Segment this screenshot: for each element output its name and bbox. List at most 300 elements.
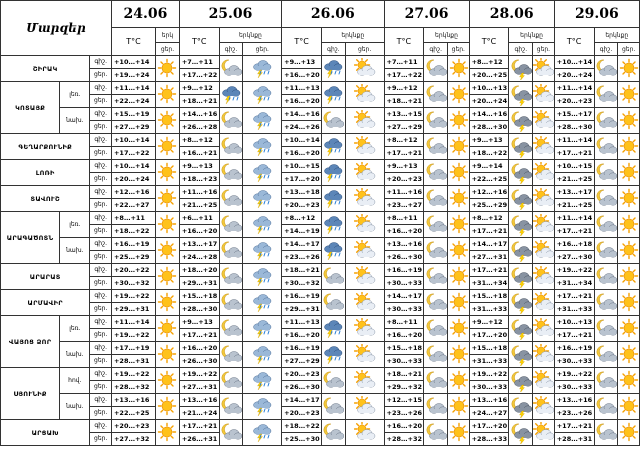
night-label: գիշ. [90,238,112,251]
day-temp: +25…+29 [469,199,509,212]
storm-rain-icon [322,212,346,238]
day-temp: +26…+30 [384,251,424,264]
cloud-thunder-icon [243,394,282,420]
sun-cloud-icon [345,264,384,290]
day-label: ցեր. [90,147,112,160]
day-temp: +17…+22 [384,69,424,82]
night-temp: +17…+21 [554,290,594,303]
sun-cloud-icon [345,212,384,238]
day-temp: +28…+33 [469,433,509,446]
day-temp: +22…+27 [111,199,155,212]
sun-cloud-icon [533,394,555,420]
cloud-thunder-icon [243,420,282,446]
sun-icon [448,160,470,186]
night-temp: +13…+16 [179,394,219,407]
day-temp: +17…+21 [554,225,594,238]
storm-rain-icon [322,134,346,160]
night-temp: +18…+20 [179,264,219,277]
cloud-thunder-icon [243,134,282,160]
night-temp: +14…+17 [282,238,322,251]
moon-thunder-icon [509,134,533,160]
night-temp: +12…+16 [469,186,509,199]
day-temp: +30…+32 [282,277,322,290]
night-temp: +16…+19 [554,342,594,355]
table-row [1,212,640,225]
day-temp: +23…+27 [384,199,424,212]
day-temp: +24…+28 [179,251,219,264]
cloud-thunder-icon [243,316,282,342]
day-label: ցեր. [90,225,112,238]
storm-rain-icon [322,82,346,108]
moon-thunder-icon [509,82,533,108]
night-temp: +20…+22 [111,264,155,277]
day-temp: +27…+30 [554,251,594,264]
sun-icon [618,316,640,342]
table-row [1,56,640,69]
sun-icon [618,368,640,394]
night-temp: +10…+13 [469,82,509,95]
sky-header: երկնքը [322,28,385,43]
sun-icon [448,186,470,212]
moon-thunder-icon [509,108,533,134]
night-temp: +11…+13 [282,316,322,329]
night-label: գիշ. [90,82,112,95]
table-row [1,342,640,355]
day-temp: +29…+31 [179,277,219,290]
night-temp: +8…+12 [384,134,424,147]
night-temp: +15…+18 [179,290,219,303]
sun-icon [618,212,640,238]
day-temp: +24…+27 [469,407,509,420]
sky-day-header: ցեր. [533,43,555,56]
sun-icon [156,134,180,160]
sky-night-header: գիշ. [219,43,243,56]
day-temp: +14…+19 [282,225,322,238]
moon-cloud-icon [424,238,448,264]
moon-cloud-icon [322,264,346,290]
sun-icon [448,316,470,342]
moon-cloud-icon [424,212,448,238]
sun-cloud-icon [345,420,384,446]
moon-thunder-icon [509,368,533,394]
day-temp: +26…+31 [179,433,219,446]
table-row [1,82,640,95]
night-temp: +10…+14 [111,56,155,69]
day-temp: +28…+30 [179,303,219,316]
night-temp: +10…+15 [554,160,594,173]
moon-cloud-icon [424,290,448,316]
moon-cloud-icon [322,420,346,446]
sun-cloud-icon [533,56,555,82]
night-temp: +14…+17 [282,394,322,407]
moon-cloud-icon [424,186,448,212]
sun-icon [156,264,180,290]
region-name: ԱՐԱԳԱԾՈՏՆ [1,212,60,264]
day-temp: +26…+30 [282,381,322,394]
sun-icon [618,342,640,368]
night-temp: +6…+11 [179,212,219,225]
day-temp: +24…+26 [282,121,322,134]
day-temp: +26…+30 [179,355,219,368]
day-temp: +16…+20 [384,225,424,238]
night-temp: +11…+14 [554,134,594,147]
night-label: գիշ. [90,316,112,329]
temp-header: T°C [111,28,155,56]
moon-cloud-icon [219,186,243,212]
night-label: գիշ. [90,108,112,121]
moon-cloud-icon [219,290,243,316]
night-temp: +9…+12 [384,82,424,95]
day-label: ցեր. [90,303,112,316]
night-label: գիշ. [90,56,112,69]
day-temp: +18…+21 [384,95,424,108]
day-temp: +27…+32 [111,433,155,446]
sun-icon [618,394,640,420]
sub-region: նախ. [60,108,90,134]
sun-icon [618,264,640,290]
day-temp: +25…+29 [111,251,155,264]
sun-cloud-icon [533,290,555,316]
day-temp: +22…+24 [111,95,155,108]
day-label: ցեր. [90,381,112,394]
day-temp: +21…+25 [554,173,594,186]
day-label: ցեր. [90,95,112,108]
day-temp: +16…+20 [179,225,219,238]
region-name: ՏԱՎՈՒՇ [1,186,90,212]
night-temp: +19…+22 [469,368,509,381]
sky-night-header: գիշ. [594,43,618,56]
night-temp: +11…+14 [554,212,594,225]
day-temp: +29…+31 [111,303,155,316]
night-temp: +11…+13 [282,82,322,95]
sun-cloud-icon [533,134,555,160]
sun-cloud-icon [345,368,384,394]
night-temp: +17…+21 [179,420,219,433]
night-temp: +13…+16 [384,238,424,251]
temp-header: T°C [384,28,424,56]
moon-thunder-icon [509,186,533,212]
day-temp: +30…+33 [384,355,424,368]
night-label: գիշ. [90,160,112,173]
night-label: գիշ. [90,134,112,147]
temp-header: T°C [554,28,594,56]
sun-icon [156,108,180,134]
sky-day-header: ցեր. [345,43,384,56]
day-temp: +26…+28 [179,121,219,134]
day-temp: +28…+32 [111,381,155,394]
night-temp: +16…+19 [282,342,322,355]
moon-cloud-icon [594,186,618,212]
night-temp: +8…+11 [384,212,424,225]
table-row [1,420,640,433]
day-temp: +17…+21 [384,147,424,160]
day-temp: +16…+21 [179,147,219,160]
sun-cloud-icon [345,394,384,420]
sun-icon [156,368,180,394]
moon-cloud-icon [219,238,243,264]
date-col-3: 27.06 [384,1,469,28]
night-temp: +11…+14 [111,82,155,95]
moon-cloud-icon [424,56,448,82]
night-temp: +11…+16 [179,186,219,199]
sky-header: երկնքը [509,28,554,43]
day-temp: +20…+23 [282,199,322,212]
cloud-thunder-icon [243,238,282,264]
storm-rain-icon [322,316,346,342]
day-temp: +17…+20 [282,173,322,186]
moon-cloud-icon [219,368,243,394]
day-temp: +30…+33 [469,381,509,394]
day-temp: +28…+32 [384,433,424,446]
day-label: ցեր. [90,199,112,212]
night-label: գիշ. [90,186,112,199]
sun-icon [156,238,180,264]
day-temp: +28…+31 [111,355,155,368]
region-name: ՍՅՈՒՆԻՔ [1,368,60,420]
day-temp: +19…+22 [111,329,155,342]
day-temp: +20…+24 [554,69,594,82]
night-temp: +11…+14 [111,316,155,329]
sun-icon [618,134,640,160]
sun-icon [156,82,180,108]
moon-cloud-icon [424,134,448,160]
night-temp: +13…+16 [554,394,594,407]
sun-icon [448,264,470,290]
sub-region: նախ. [60,394,90,420]
sky-header: երկնքը [424,28,469,43]
sun-icon [618,290,640,316]
storm-rain-icon [322,186,346,212]
night-temp: +9…+13 [384,160,424,173]
night-temp: +13…+16 [111,394,155,407]
moon-thunder-icon [509,238,533,264]
storm-rain-icon [322,56,346,82]
night-temp: +16…+18 [554,238,594,251]
moon-thunder-icon [509,264,533,290]
sun-icon [618,238,640,264]
night-temp: +16…+19 [384,264,424,277]
night-temp: +15…+17 [554,108,594,121]
moon-cloud-icon [594,56,618,82]
night-temp: +8…+12 [469,212,509,225]
sun-cloud-icon [533,264,555,290]
night-temp: +13…+17 [179,238,219,251]
sub-region: նախ. [60,342,90,368]
cloud-thunder-icon [243,368,282,394]
moon-cloud-icon [594,82,618,108]
sun-icon [618,186,640,212]
table-row [1,394,640,407]
sun-icon [448,108,470,134]
moon-cloud-icon [219,212,243,238]
day-temp: +16…+20 [282,95,322,108]
day-temp: +19…+24 [111,69,155,82]
day-temp: +31…+34 [554,277,594,290]
day-temp: +23…+26 [282,251,322,264]
table-row [1,264,640,277]
sun-cloud-icon [345,186,384,212]
moon-cloud-icon [594,420,618,446]
date-col-4: 28.06 [469,1,554,28]
moon-cloud-icon [219,160,243,186]
day-temp: +17…+21 [179,329,219,342]
moon-cloud-icon [424,316,448,342]
sky-day-header: ցեր. [618,43,640,56]
night-label: գիշ. [90,368,112,381]
night-temp: +9…+12 [469,316,509,329]
temp-header: T°C [179,28,219,56]
night-temp: +19…+22 [554,368,594,381]
sun-cloud-icon [533,160,555,186]
sun-icon [448,238,470,264]
day-temp: +30…+33 [384,303,424,316]
day-temp: +25…+30 [282,433,322,446]
day-label: ցեր. [90,69,112,82]
cloud-thunder-icon [243,160,282,186]
day-temp: +22…+25 [469,173,509,186]
day-temp: +30…+33 [554,381,594,394]
day-temp: +17…+21 [554,147,594,160]
night-temp: +17…+20 [469,420,509,433]
sun-icon [448,394,470,420]
sky-day-header: ցեր. [156,43,180,56]
day-temp: +30…+32 [111,277,155,290]
night-temp: +9…+13 [179,160,219,173]
sun-cloud-icon [533,316,555,342]
night-temp: +18…+21 [384,368,424,381]
day-label: ցեր. [90,407,112,420]
sun-cloud-icon [533,108,555,134]
day-temp: +17…+21 [469,225,509,238]
moon-cloud-icon [594,290,618,316]
sun-icon [448,420,470,446]
day-temp: +17…+22 [179,69,219,82]
moon-cloud-icon [219,264,243,290]
sun-cloud-icon [345,238,384,264]
sky-night-header: գիշ. [509,43,533,56]
day-label: ցեր. [90,277,112,290]
sub-region: հով. [60,368,90,394]
table-row [1,186,640,199]
sun-icon [448,290,470,316]
sun-icon [156,290,180,316]
moon-cloud-icon [594,342,618,368]
night-temp: +8…+11 [384,316,424,329]
night-label: գիշ. [90,290,112,303]
night-temp: +15…+18 [384,342,424,355]
sun-cloud-icon [533,342,555,368]
region-name: ԿՈՏԱՅՔ [1,82,60,134]
sun-cloud-icon [533,420,555,446]
regions-title: Մարզեր [1,1,112,56]
sun-icon [156,394,180,420]
sun-icon [618,420,640,446]
region-name: ՇԻՐԱԿ [1,56,90,82]
sun-icon [448,368,470,394]
day-temp: +30…+33 [384,277,424,290]
sun-cloud-icon [533,238,555,264]
cloud-thunder-icon [243,342,282,368]
night-temp: +10…+14 [554,56,594,69]
night-label: գիշ. [90,342,112,355]
sky-header-short: երկ [156,28,180,43]
table-row [1,160,640,173]
night-temp: +18…+21 [282,264,322,277]
cloud-thunder-icon [243,56,282,82]
cloud-thunder-icon [243,212,282,238]
date-col-5: 29.06 [554,1,639,28]
day-temp: +22…+25 [111,407,155,420]
sun-icon [156,56,180,82]
sun-cloud-icon [345,82,384,108]
moon-cloud-icon [424,264,448,290]
cloud-thunder-icon [243,290,282,316]
moon-thunder-icon [509,290,533,316]
day-temp: +21…+25 [554,199,594,212]
sun-icon [156,420,180,446]
day-temp: +31…+34 [469,277,509,290]
table-row [1,290,640,303]
storm-rain-icon [322,342,346,368]
moon-cloud-icon [594,394,618,420]
region-name: ԳԵՂԱՐՔՈՒՆԻՔ [1,134,90,160]
sun-cloud-icon [345,108,384,134]
day-temp: +20…+23 [384,173,424,186]
sky-header: երկնքը [219,28,282,43]
night-temp: +15…+18 [469,290,509,303]
sun-icon [618,82,640,108]
sun-cloud-icon [345,316,384,342]
night-temp: +10…+14 [282,134,322,147]
storm-rain-icon [322,160,346,186]
sun-cloud-icon [345,134,384,160]
day-temp: +23…+26 [554,407,594,420]
day-temp: +27…+31 [469,251,509,264]
moon-thunder-icon [509,420,533,446]
date-col-2: 26.06 [282,1,384,28]
night-temp: +15…+18 [469,342,509,355]
region-name: ԱՐՄԱՎԻՐ [1,290,90,316]
day-temp: +20…+24 [111,173,155,186]
moon-cloud-icon [594,212,618,238]
night-temp: +19…+22 [111,290,155,303]
moon-thunder-icon [509,394,533,420]
sun-icon [448,134,470,160]
night-temp: +14…+16 [282,108,322,121]
moon-cloud-icon [424,368,448,394]
sun-icon [156,342,180,368]
sky-night-header: գիշ. [322,43,346,56]
table-row [1,316,640,329]
moon-cloud-icon [322,108,346,134]
sub-region: լեռ. [60,212,90,238]
day-label: ցեր. [90,433,112,446]
moon-cloud-icon [322,368,346,394]
night-temp: +9…+13 [179,316,219,329]
night-temp: +16…+20 [384,420,424,433]
day-temp: +17…+20 [469,329,509,342]
table-row [1,108,640,121]
day-temp: +18…+22 [111,225,155,238]
moon-cloud-icon [219,342,243,368]
day-temp: +30…+33 [554,355,594,368]
temp-header: T°C [282,28,322,56]
sun-icon [156,316,180,342]
night-temp: +10…+14 [111,160,155,173]
night-temp: +12…+15 [384,394,424,407]
sky-day-header: ցեր. [243,43,282,56]
night-temp: +10…+13 [554,316,594,329]
